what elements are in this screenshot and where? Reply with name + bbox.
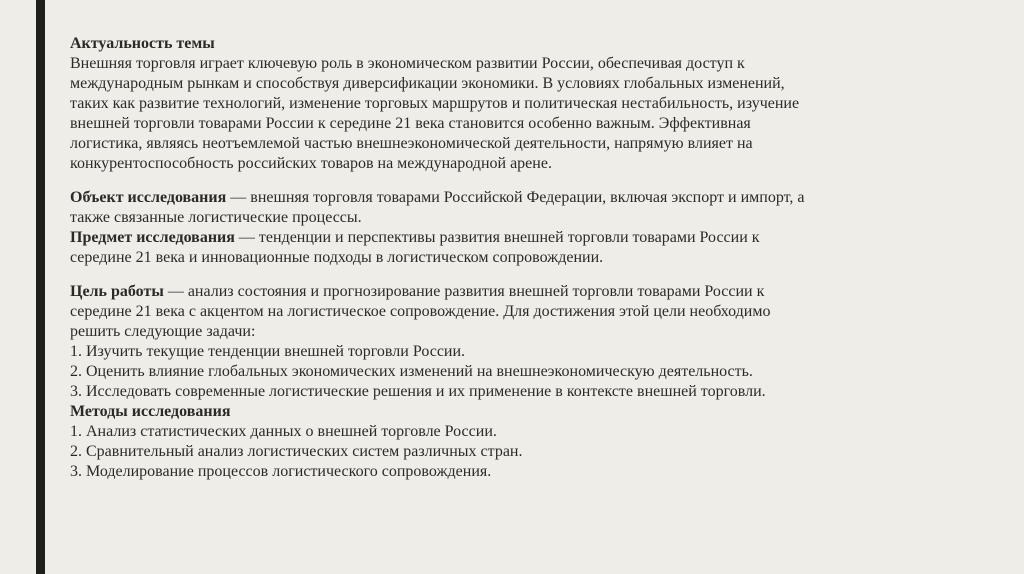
goal-text: — анализ состояния и прогнозирование развития внешней торговли товарами России к <box>163 283 765 300</box>
spacer <box>70 268 970 282</box>
left-accent-bar <box>36 0 45 574</box>
subject-line: середине 21 века и инновационные подходы в логистическом сопровождении. <box>70 249 604 266</box>
subject-label: Предмет исследования <box>70 229 235 246</box>
object-line: также связанные логистические процессы. <box>70 209 362 226</box>
method-item: 3. Моделирование процессов логистического сопровождения. <box>70 463 492 480</box>
spacer <box>70 174 970 188</box>
relevance-line: конкурентоспособность российских товаров на международной арене. <box>70 155 552 172</box>
subject-text: — тенденции и перспективы развития внешней торговли товарами России к <box>234 229 760 246</box>
method-item: 2. Сравнительный анализ логистических систем различных стран. <box>70 443 523 460</box>
method-item: 1. Анализ статистических данных о внешней торговле России. <box>70 423 497 440</box>
relevance-line: международным рынкам и способствуя диверсификации экономики. В условиях глобальных изменений, <box>70 75 785 92</box>
goal-line: середине 21 века с акцентом на логистическое сопровождение. Для достижения этой цели необходимо <box>70 303 771 320</box>
task-item: 2. Оценить влияние глобальных экономических изменений на внешнеэкономическую деятельность. <box>70 363 753 380</box>
object-text: — внешняя торговля товарами Российской Федерации, включая экспорт и импорт, а <box>226 189 805 206</box>
object-label: Объект исследования <box>70 189 227 206</box>
relevance-line: Внешняя торговля играет ключевую роль в экономическом развитии России, обеспечивая доступ к <box>70 55 745 72</box>
object-paragraph <box>70 188 970 208</box>
relevance-heading: Актуальность темы <box>70 35 215 52</box>
goal-paragraph <box>70 282 970 302</box>
subject-paragraph <box>70 228 970 248</box>
slide-content <box>70 34 970 482</box>
goal-line: решить следующие задачи: <box>70 323 256 340</box>
relevance-line: логистика, являясь неотъемлемой частью внешнеэкономической деятельности, напрямую влияет на <box>70 135 753 152</box>
goal-label: Цель работы <box>70 283 164 300</box>
relevance-line: внешней торговли товарами России к середине 21 века становится особенно важным. Эффективная <box>70 115 751 132</box>
methods-heading: Методы исследования <box>70 403 231 420</box>
relevance-line: таких как развитие технологий, изменение торговых маршрутов и политическая нестабильность, изучение <box>70 95 800 112</box>
task-item: 1. Изучить текущие тенденции внешней торговли России. <box>70 343 466 360</box>
task-item: 3. Исследовать современные логистические решения и их применение в контексте внешней торговли. <box>70 383 766 400</box>
